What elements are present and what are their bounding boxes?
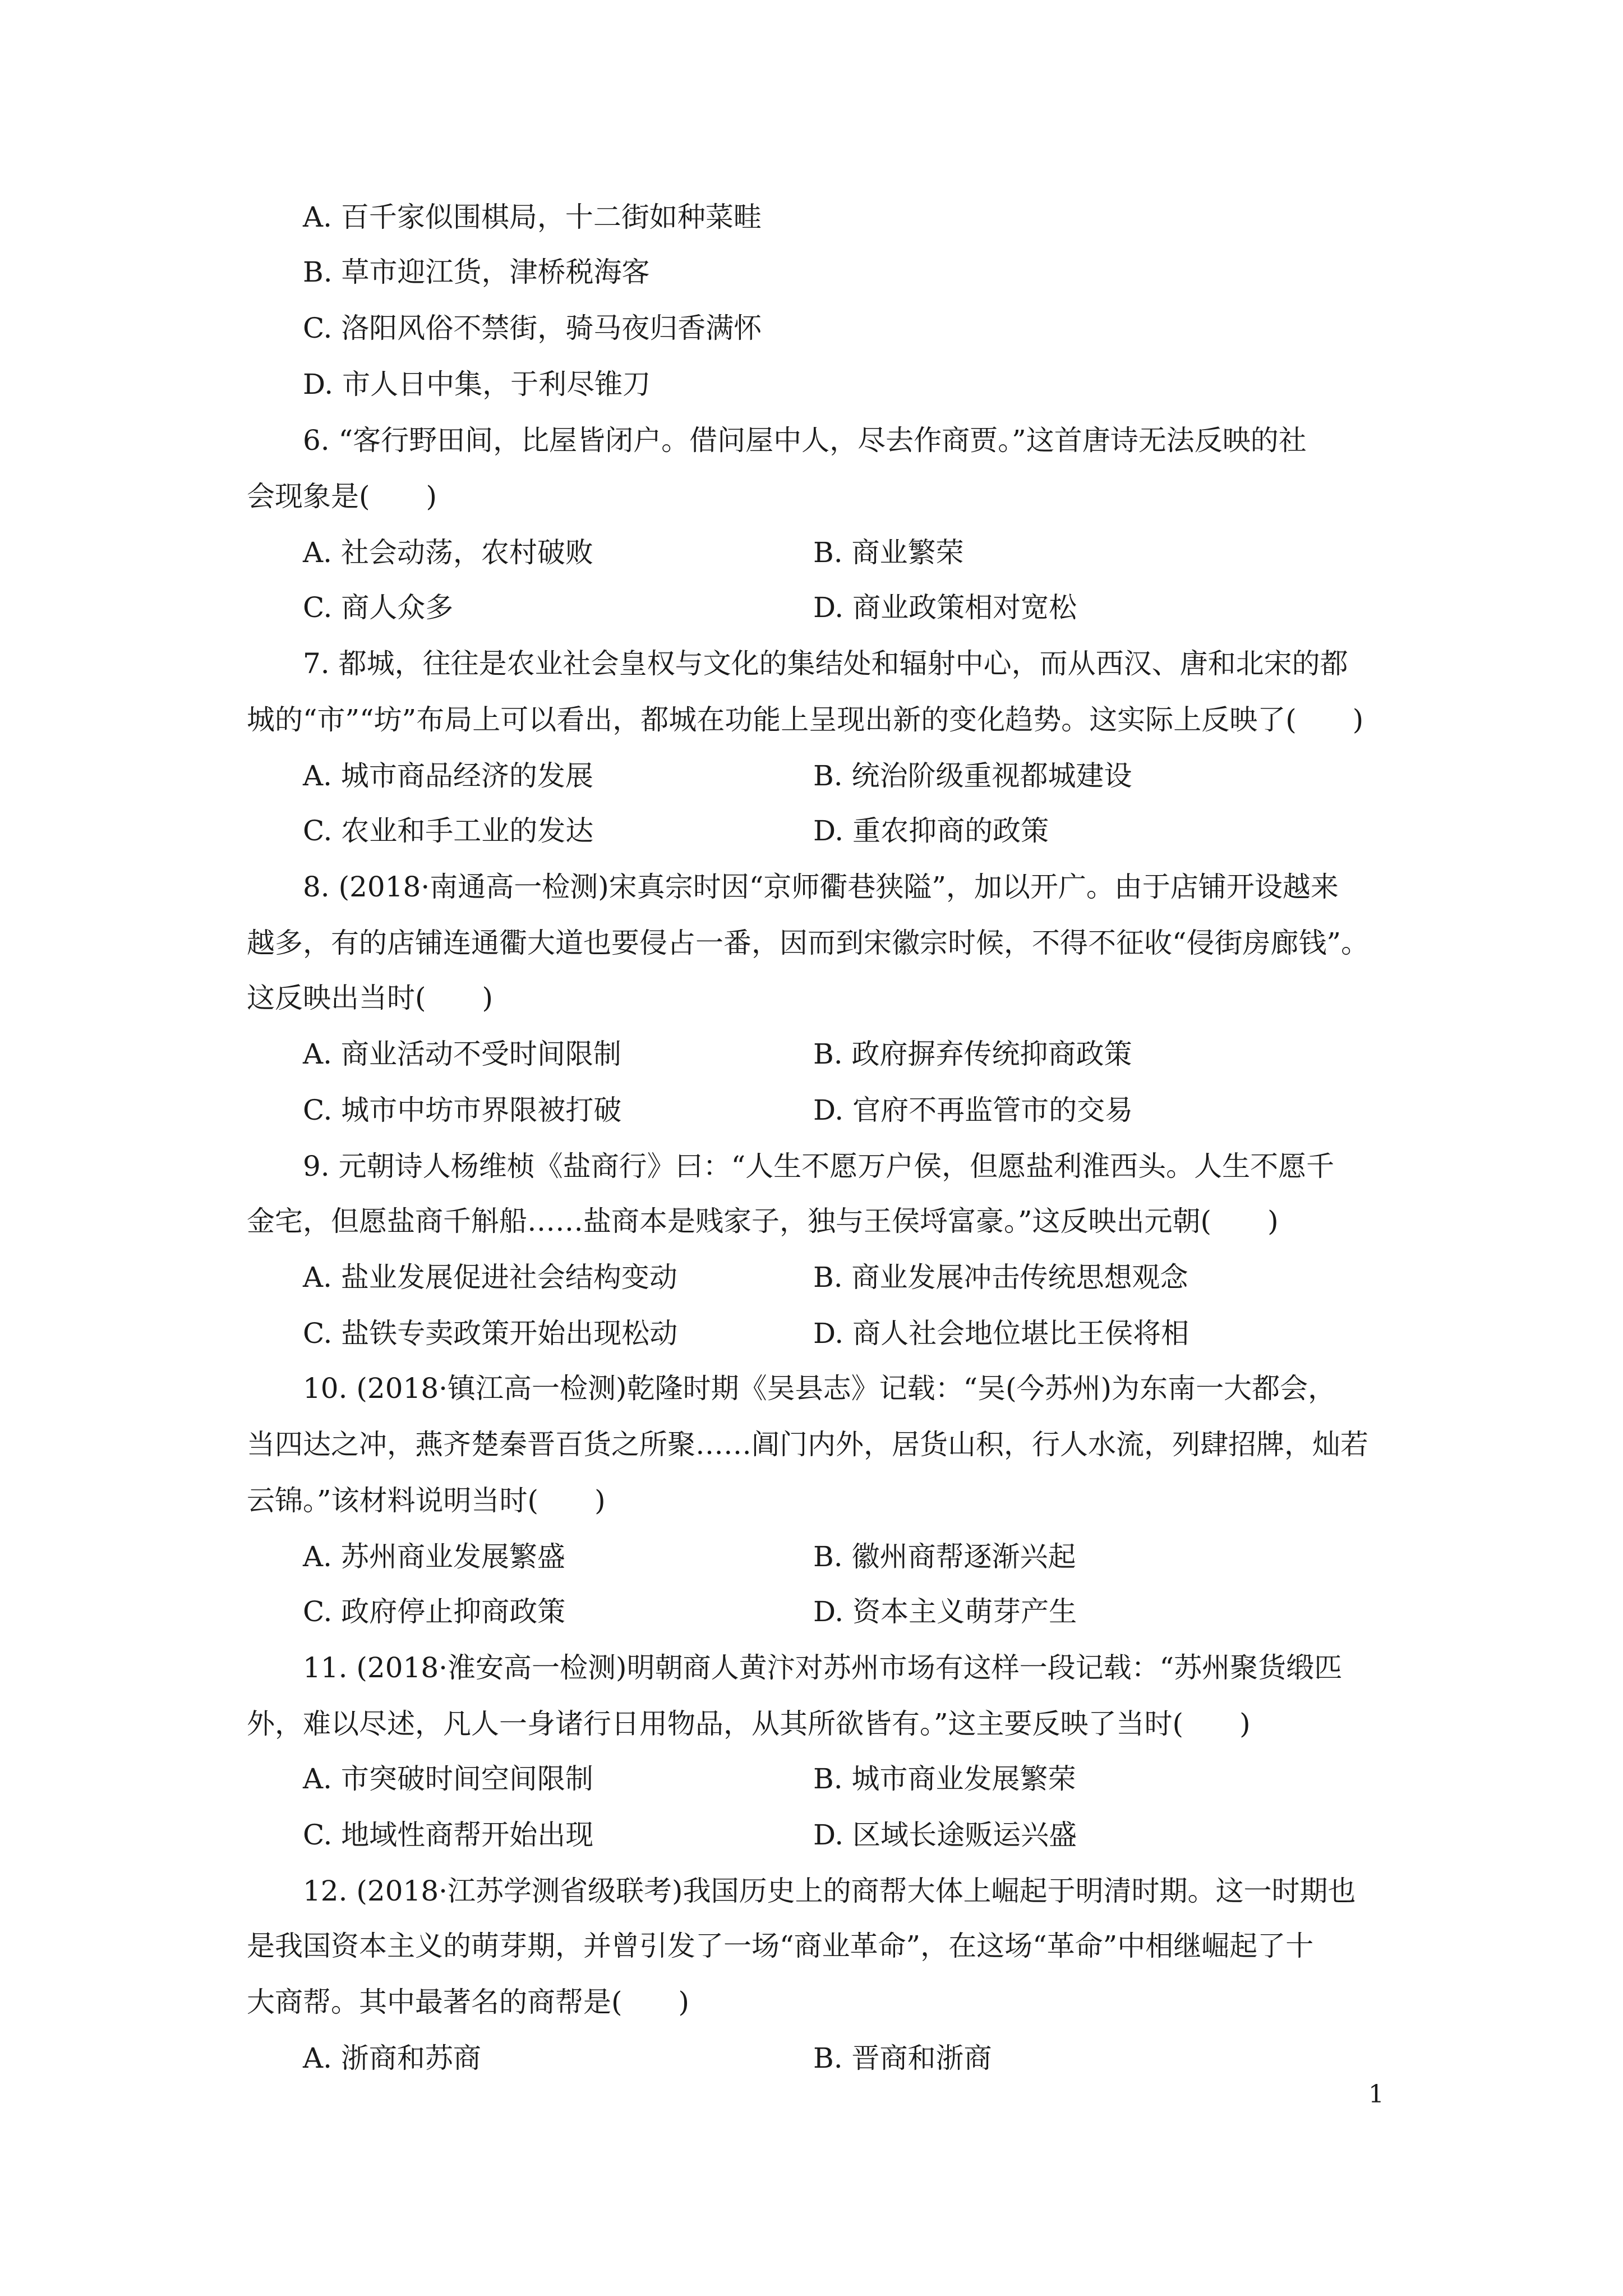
q7-stem-line2: 城的“市”“坊”布局上可以看出，都城在功能上呈现出新的变化趋势。这实际上反映了( ): [247, 703, 1364, 736]
q5-option-d: D. 市人日中集，于利尽锥刀: [303, 368, 651, 401]
q8-stem-line2: 越多，有的店铺连通衢大道也要侵占一番，因而到宋徽宗时候，不得不征收“侵街房廊钱”。: [247, 927, 1370, 959]
q10-stem-line2: 当四达之冲，燕齐楚秦晋百货之所聚……阊门内外，居货山积，行人水流，列肆招牌，灿若: [247, 1428, 1368, 1461]
q5-option-a: A. 百千家似围棋局，十二街如种菜畦: [303, 201, 762, 233]
q8-option-c: C. 城市中坊市界限被打破: [303, 1094, 622, 1126]
q9-option-d: D. 商人社会地位堪比王侯将相: [813, 1317, 1189, 1350]
q12-option-b: B. 晋商和浙商: [813, 2042, 992, 2074]
q12-stem-line2: 是我国资本主义的萌芽期，并曾引发了一场“商业革命”，在这场“革命”中相继崛起了十: [247, 1930, 1314, 1962]
q11-option-c: C. 地域性商帮开始出现: [303, 1819, 594, 1851]
q10-option-c: C. 政府停止抑商政策: [303, 1595, 566, 1628]
q9-stem-line2: 金宅，但愿盐商千斛船……盐商本是贱家子，独与王侯埒富豪。”这反映出元朝( ): [247, 1205, 1279, 1237]
page-number: 1: [1368, 2080, 1384, 2109]
q7-option-b: B. 统治阶级重视都城建设: [813, 760, 1132, 792]
q5-option-c: C. 洛阳风俗不禁街，骑马夜归香满怀: [303, 312, 762, 344]
q12-stem-line3: 大商帮。其中最著名的商帮是( ): [247, 1986, 690, 2018]
q12-stem-line1: 12. (2018·江苏学测省级联考)我国历史上的商帮大体上崛起于明清时期。这一时期也: [303, 1875, 1356, 1907]
q10-option-b: B. 徽州商帮逐渐兴起: [813, 1540, 1076, 1573]
q10-stem-line3: 云锦。”该材料说明当时( ): [247, 1484, 606, 1517]
q10-option-a: A. 苏州商业发展繁盛: [303, 1540, 565, 1573]
q6-option-d: D. 商业政策相对宽松: [813, 591, 1077, 624]
q10-stem-line1: 10. (2018·镇江高一检测)乾隆时期《吴县志》记载：“吴(今苏州)为东南一大都会，: [303, 1372, 1336, 1405]
q8-stem-line3: 这反映出当时( ): [247, 982, 494, 1014]
q11-option-a: A. 市突破时间空间限制: [303, 1763, 593, 1795]
q6-stem-line1: 6. “客行野田间，比屋皆闭户。借问屋中人，尽去作商贾。”这首唐诗无法反映的社: [303, 424, 1307, 457]
q9-option-b: B. 商业发展冲击传统思想观念: [813, 1261, 1188, 1294]
q11-option-b: B. 城市商业发展繁荣: [813, 1763, 1076, 1795]
q7-option-c: C. 农业和手工业的发达: [303, 815, 594, 847]
q11-option-d: D. 区域长途贩运兴盛: [813, 1819, 1077, 1851]
q11-stem-line2: 外，难以尽述，凡人一身诸行日用物品，从其所欲皆有。”这主要反映了当时( ): [247, 1708, 1251, 1740]
q6-stem-line2: 会现象是( ): [247, 480, 437, 513]
q9-option-c: C. 盐铁专卖政策开始出现松动: [303, 1317, 678, 1350]
q7-stem-line1: 7. 都城，往往是农业社会皇权与文化的集结处和辐射中心，而从西汉、唐和北宋的都: [303, 647, 1348, 680]
q11-stem-line1: 11. (2018·淮安高一检测)明朝商人黄汴对苏州市场有这样一段记载：“苏州聚货缎匹: [303, 1651, 1343, 1684]
q8-option-a: A. 商业活动不受时间限制: [303, 1038, 621, 1070]
q7-option-d: D. 重农抑商的政策: [813, 815, 1049, 847]
q8-option-b: B. 政府摒弃传统抑商政策: [813, 1038, 1132, 1070]
q5-option-b: B. 草市迎江货，津桥税海客: [303, 256, 650, 288]
q12-option-a: A. 浙商和苏商: [303, 2042, 481, 2074]
q8-option-d: D. 官府不再监管市的交易: [813, 1094, 1133, 1126]
q10-option-d: D. 资本主义萌芽产生: [813, 1595, 1077, 1628]
q6-option-b: B. 商业繁荣: [813, 536, 964, 569]
q7-option-a: A. 城市商品经济的发展: [303, 760, 593, 792]
q6-option-c: C. 商人众多: [303, 591, 454, 624]
q6-option-a: A. 社会动荡，农村破败: [303, 536, 593, 569]
q9-option-a: A. 盐业发展促进社会结构变动: [303, 1261, 677, 1294]
q8-stem-line1: 8. (2018·南通高一检测)宋真宗时因“京师衢巷狭隘”，加以开广。由于店铺开设越来: [303, 871, 1339, 903]
q9-stem-line1: 9. 元朝诗人杨维桢《盐商行》曰：“人生不愿万户侯，但愿盐利淮西头。人生不愿千: [303, 1150, 1335, 1182]
